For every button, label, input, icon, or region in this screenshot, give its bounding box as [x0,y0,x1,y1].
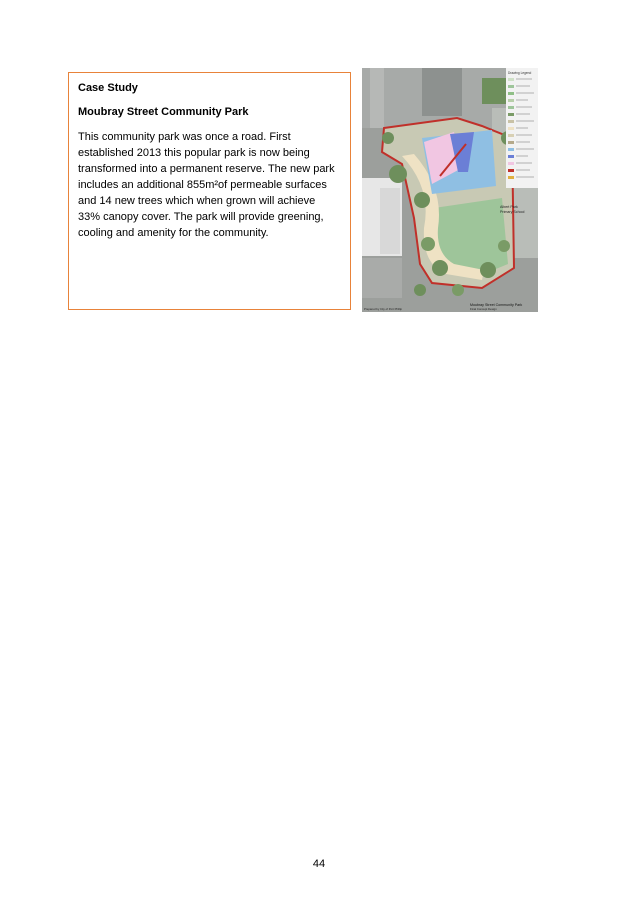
body-line: 33% canopy cover. The park will provide greening, [78,211,324,223]
tree [421,237,435,251]
tree [414,192,430,208]
plan-subtitle: Final Concept Design [470,307,497,311]
plan-title: Moubray Street Community Park [470,303,523,307]
park-plan-drawing [362,68,538,312]
tree [498,240,510,252]
tree [389,165,407,183]
tree [382,132,394,144]
case-study-body [78,129,341,241]
school-label-line2: Primary School [500,210,525,214]
tree [480,262,496,278]
case-study-title: Moubray Street Community Park [78,106,249,118]
body-line: and 14 new trees which when grown will achieve [78,195,316,207]
legend-title: Drawing Legend [508,71,532,75]
tree [414,284,426,296]
body-line: includes an additional 855m²of permeable surfaces [78,179,327,191]
tree [452,284,464,296]
body-line: cooling and amenity for the community. [78,227,269,239]
case-study-label: Case Study [78,82,138,94]
body-line: This community park was once a road. First [78,131,291,143]
road-intersection [422,68,462,116]
park-concept-plan-image [362,68,538,312]
building-lower-left [362,258,402,298]
page-number: 44 [312,858,326,870]
road-lane [370,68,384,128]
plan-credit: Prepared by City of Port Phillip [364,307,403,311]
tree [432,260,448,276]
legend-swatches [508,78,514,179]
body-line: transformed into a permanent reserve. The new park [78,163,335,175]
building-left-roof [380,188,400,254]
body-line: established 2013 this popular park is now being [78,147,310,159]
school-label-line1: Albert Park [500,205,518,209]
case-study-box [68,72,351,310]
